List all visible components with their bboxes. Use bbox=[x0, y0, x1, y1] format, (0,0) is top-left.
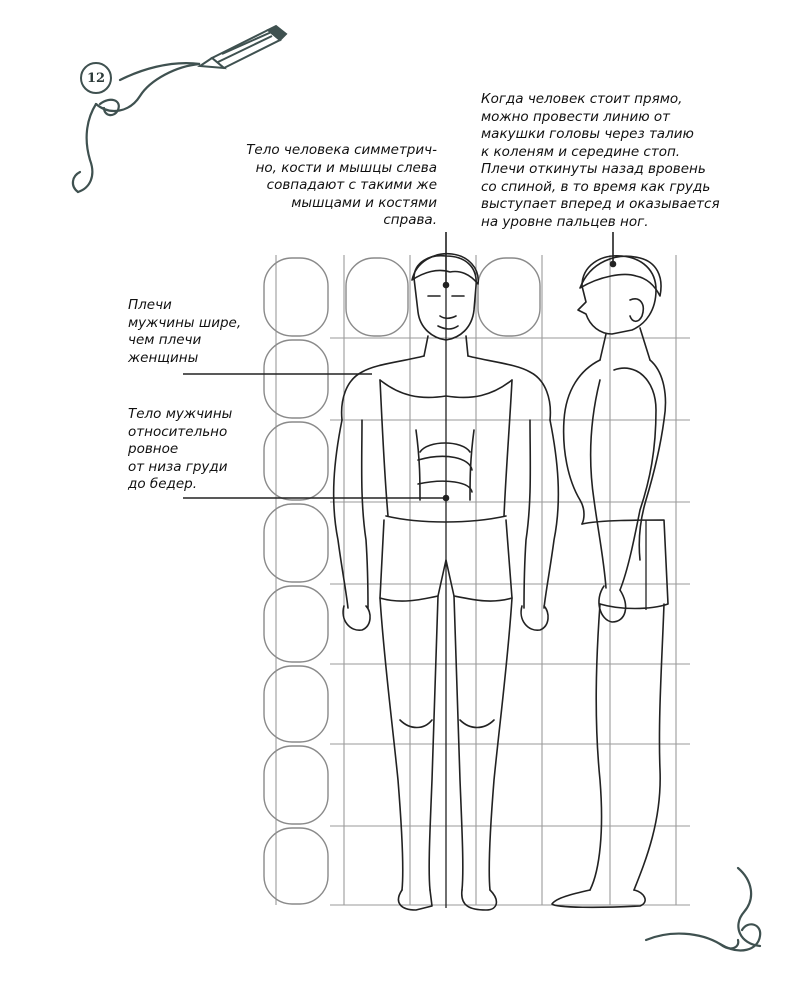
caption-symmetry: Тело человека симметрич- но, кости и мышцы слева совпадают с такими же мышцами и костями справа. bbox=[246, 142, 437, 228]
caption-posture: Когда человек стоит прямо, можно провести линию от макушки головы через талию к коленям и середине стоп. Плечи откинуты назад вровень со спиной, в то время как грудь выступает вперед и оказывается на уровне пальцев ног. bbox=[481, 91, 720, 230]
caption-shoulders: Плечи мужчины шире, чем плечи женщины bbox=[128, 297, 242, 366]
pencil-icon bbox=[200, 26, 286, 68]
bottom-swirl-ornament bbox=[646, 868, 760, 950]
proportion-grid bbox=[276, 255, 690, 905]
head-unit-ovals bbox=[264, 258, 540, 904]
caption-torso: Тело мужчины относительно ровное от низа груди до бедер. bbox=[128, 406, 233, 492]
page-number: 12 bbox=[80, 62, 112, 94]
